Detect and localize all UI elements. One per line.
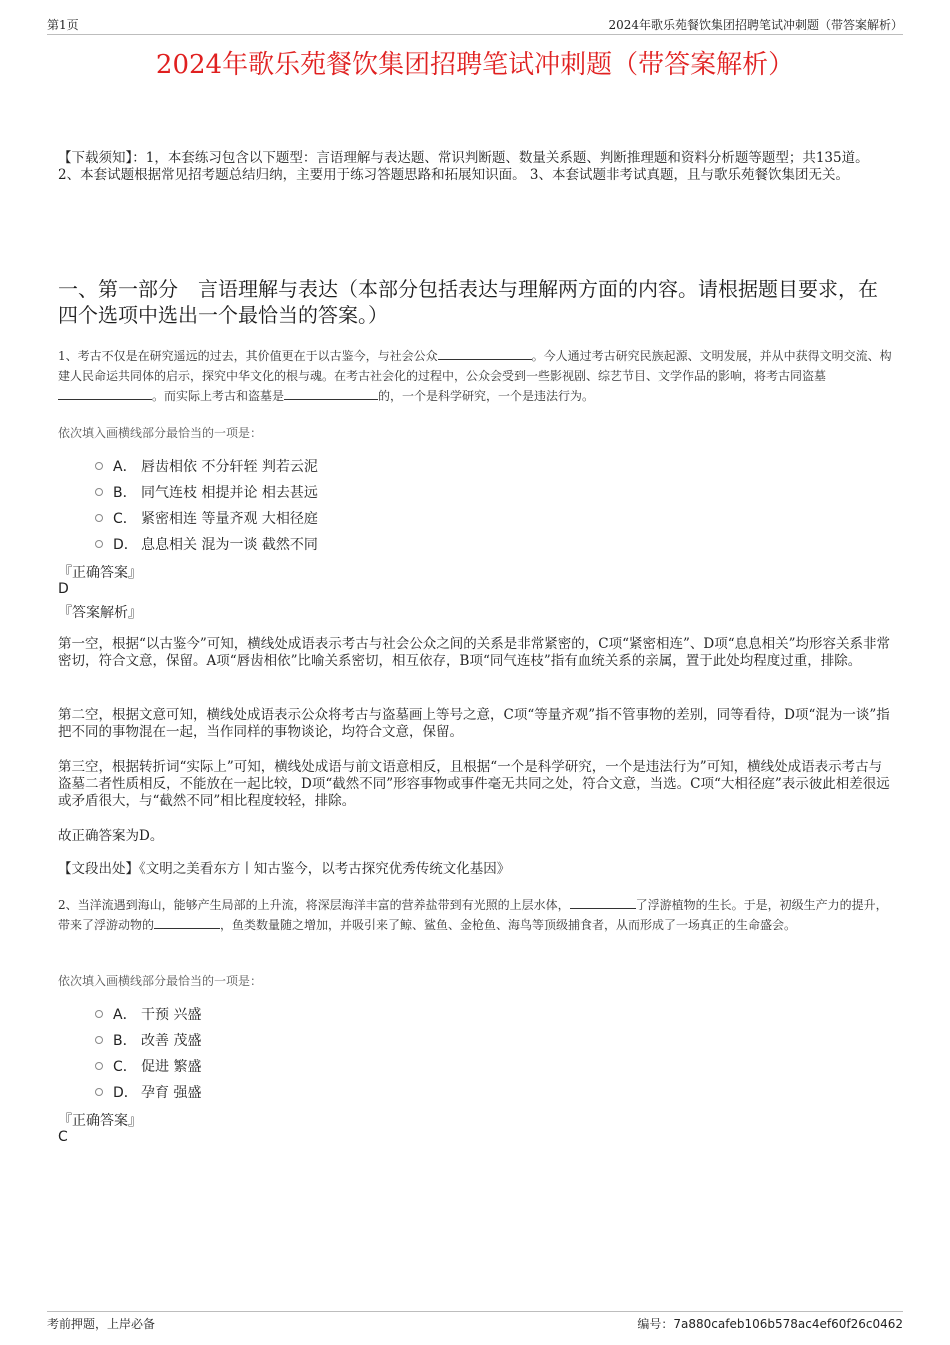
option-d[interactable]: D． 息息相关 混为一谈 截然不同 — [95, 531, 318, 557]
section-heading: 一、第一部分 言语理解与表达（本部分包括表达与理解两方面的内容。请根据题目要求，在四个选项中选出一个最恰当的答案。） — [58, 277, 878, 327]
radio-icon[interactable] — [95, 462, 103, 470]
radio-icon[interactable] — [95, 1036, 103, 1044]
correct-answer: D — [58, 581, 69, 597]
option-c[interactable]: C． 紧密相连 等量齐观 大相径庭 — [95, 505, 318, 531]
option-b[interactable]: B． 同气连枝 相提并论 相去甚远 — [95, 479, 318, 505]
document-code: 编号：7a880cafeb106b578ac4ef60f26c0462 — [637, 1317, 903, 1331]
answer-blank — [58, 387, 152, 400]
radio-icon[interactable] — [95, 540, 103, 548]
page-footer — [47, 1311, 903, 1331]
radio-icon[interactable] — [95, 1062, 103, 1070]
answer-blank — [154, 916, 220, 929]
footer-slogan: 考前押题，上岸必备 — [47, 1317, 156, 1331]
radio-icon[interactable] — [95, 1088, 103, 1096]
radio-icon[interactable] — [95, 514, 103, 522]
question-1-prompt: 依次填入画横线部分最恰当的一项是： — [58, 426, 263, 440]
option-a[interactable]: A． 唇齿相依 不分轩轾 判若云泥 — [95, 453, 318, 479]
source-citation: 【文段出处】《文明之美看东方丨知古鉴今，以考古探究优秀传统文化基因》 — [58, 861, 511, 877]
option-a[interactable]: A． 干预 兴盛 — [95, 1001, 201, 1027]
question-2-prompt: 依次填入画横线部分最恰当的一项是： — [58, 974, 263, 988]
document-title: 2024年歌乐苑餐饮集团招聘笔试冲刺题（带答案解析） — [155, 50, 795, 80]
analysis-label: 『答案解析』 — [58, 605, 142, 621]
radio-icon[interactable] — [95, 1010, 103, 1018]
header-doc-title: 2024年歌乐苑餐饮集团招聘笔试冲刺题（带答案解析） — [608, 18, 903, 32]
analysis-conclusion: 故正确答案为D。 — [58, 828, 164, 844]
answer-blank — [438, 347, 532, 360]
analysis-paragraph: 第三空，根据转折词“实际上”可知，横线处成语与前文语意相反，且根据“一个是科学研究，一个是违法行为”可知，横线处成语表示考古与盗墓二者性质相反，不能放在一起比较，D项“截然不同”形容事物或事件毫无共同之处，符合文意，当选。C项“大相径庭”表示彼此相差很远或矛盾很大，与“截然不同”相比程度较轻，排除。 — [58, 759, 890, 809]
radio-icon[interactable] — [95, 488, 103, 496]
page-number: 第1页 — [47, 18, 79, 32]
question-1-stem: 1、考古不仅是在研究遥远的过去，其价值更在于以古鉴今，与社会公众 。今人通过考古研究民族起源、文明发展，并从中获得文明交流、构建人民命运共同体的启示，探究中华文化的根与魂。在考古社会化的过程中，公众会受到一些影视剧、综艺节目、文学作品的影响，将考古同盗墓。而实际上考古和盗墓是 的，一个是科学研究，一个是违法行为。 — [58, 349, 892, 403]
download-notice: 【下载须知】：1，本套练习包含以下题型：言语理解与表达题、常识判断题、数量关系题、判断推理题和资料分析题等题型；共135道。 2、本套试题根据常见招考题总结归纳，主要用于练习答题思路和拓展知识面。 3、本套试题非考试真题，且与歌乐苑餐饮集团无关。 — [58, 150, 869, 183]
option-c[interactable]: C． 促进 繁盛 — [95, 1053, 201, 1079]
analysis-paragraph: 第二空，根据文意可知，横线处成语表示公众将考古与盗墓画上等号之意，C项“等量齐观”指不管事物的差别，同等看待，D项“混为一谈”指把不同的事物混在一起，当作同样的事物谈论，均符合文意，保留。 — [58, 707, 890, 740]
answer-blank — [570, 896, 636, 909]
question-2-options — [95, 1001, 201, 1105]
question-2-stem: 2、当洋流遇到海山，能够产生局部的上升流，将深层海洋丰富的营养盐带到有光照的上层水体， 了浮游植物的生长。于是，初级生产力的提升，带来了浮游动物的 ，鱼类数量随之增加，并吸引来了鲸、鲨鱼、金枪鱼、海鸟等顶级捕食者，从而形成了一场真正的生命盛会。 — [58, 898, 888, 932]
option-b[interactable]: B． 改善 茂盛 — [95, 1027, 201, 1053]
analysis-paragraph: 第一空，根据“以古鉴今”可知，横线处成语表示考古与社会公众之间的关系是非常紧密的，C项“紧密相连”、D项“息息相关”均形容关系非常密切，符合文意，保留。A项“唇齿相依”比喻关系密切，相互依存，B项“同气连枝”指有血统关系的亲属，置于此处均程度过重，排除。 — [58, 636, 891, 669]
page-header — [47, 14, 903, 35]
question-1-options — [95, 453, 318, 557]
correct-answer-label: 『正确答案』 — [58, 1113, 142, 1129]
answer-blank — [284, 387, 378, 400]
option-d[interactable]: D． 孕育 强盛 — [95, 1079, 201, 1105]
correct-answer: C — [58, 1129, 68, 1145]
correct-answer-label: 『正确答案』 — [58, 565, 142, 581]
